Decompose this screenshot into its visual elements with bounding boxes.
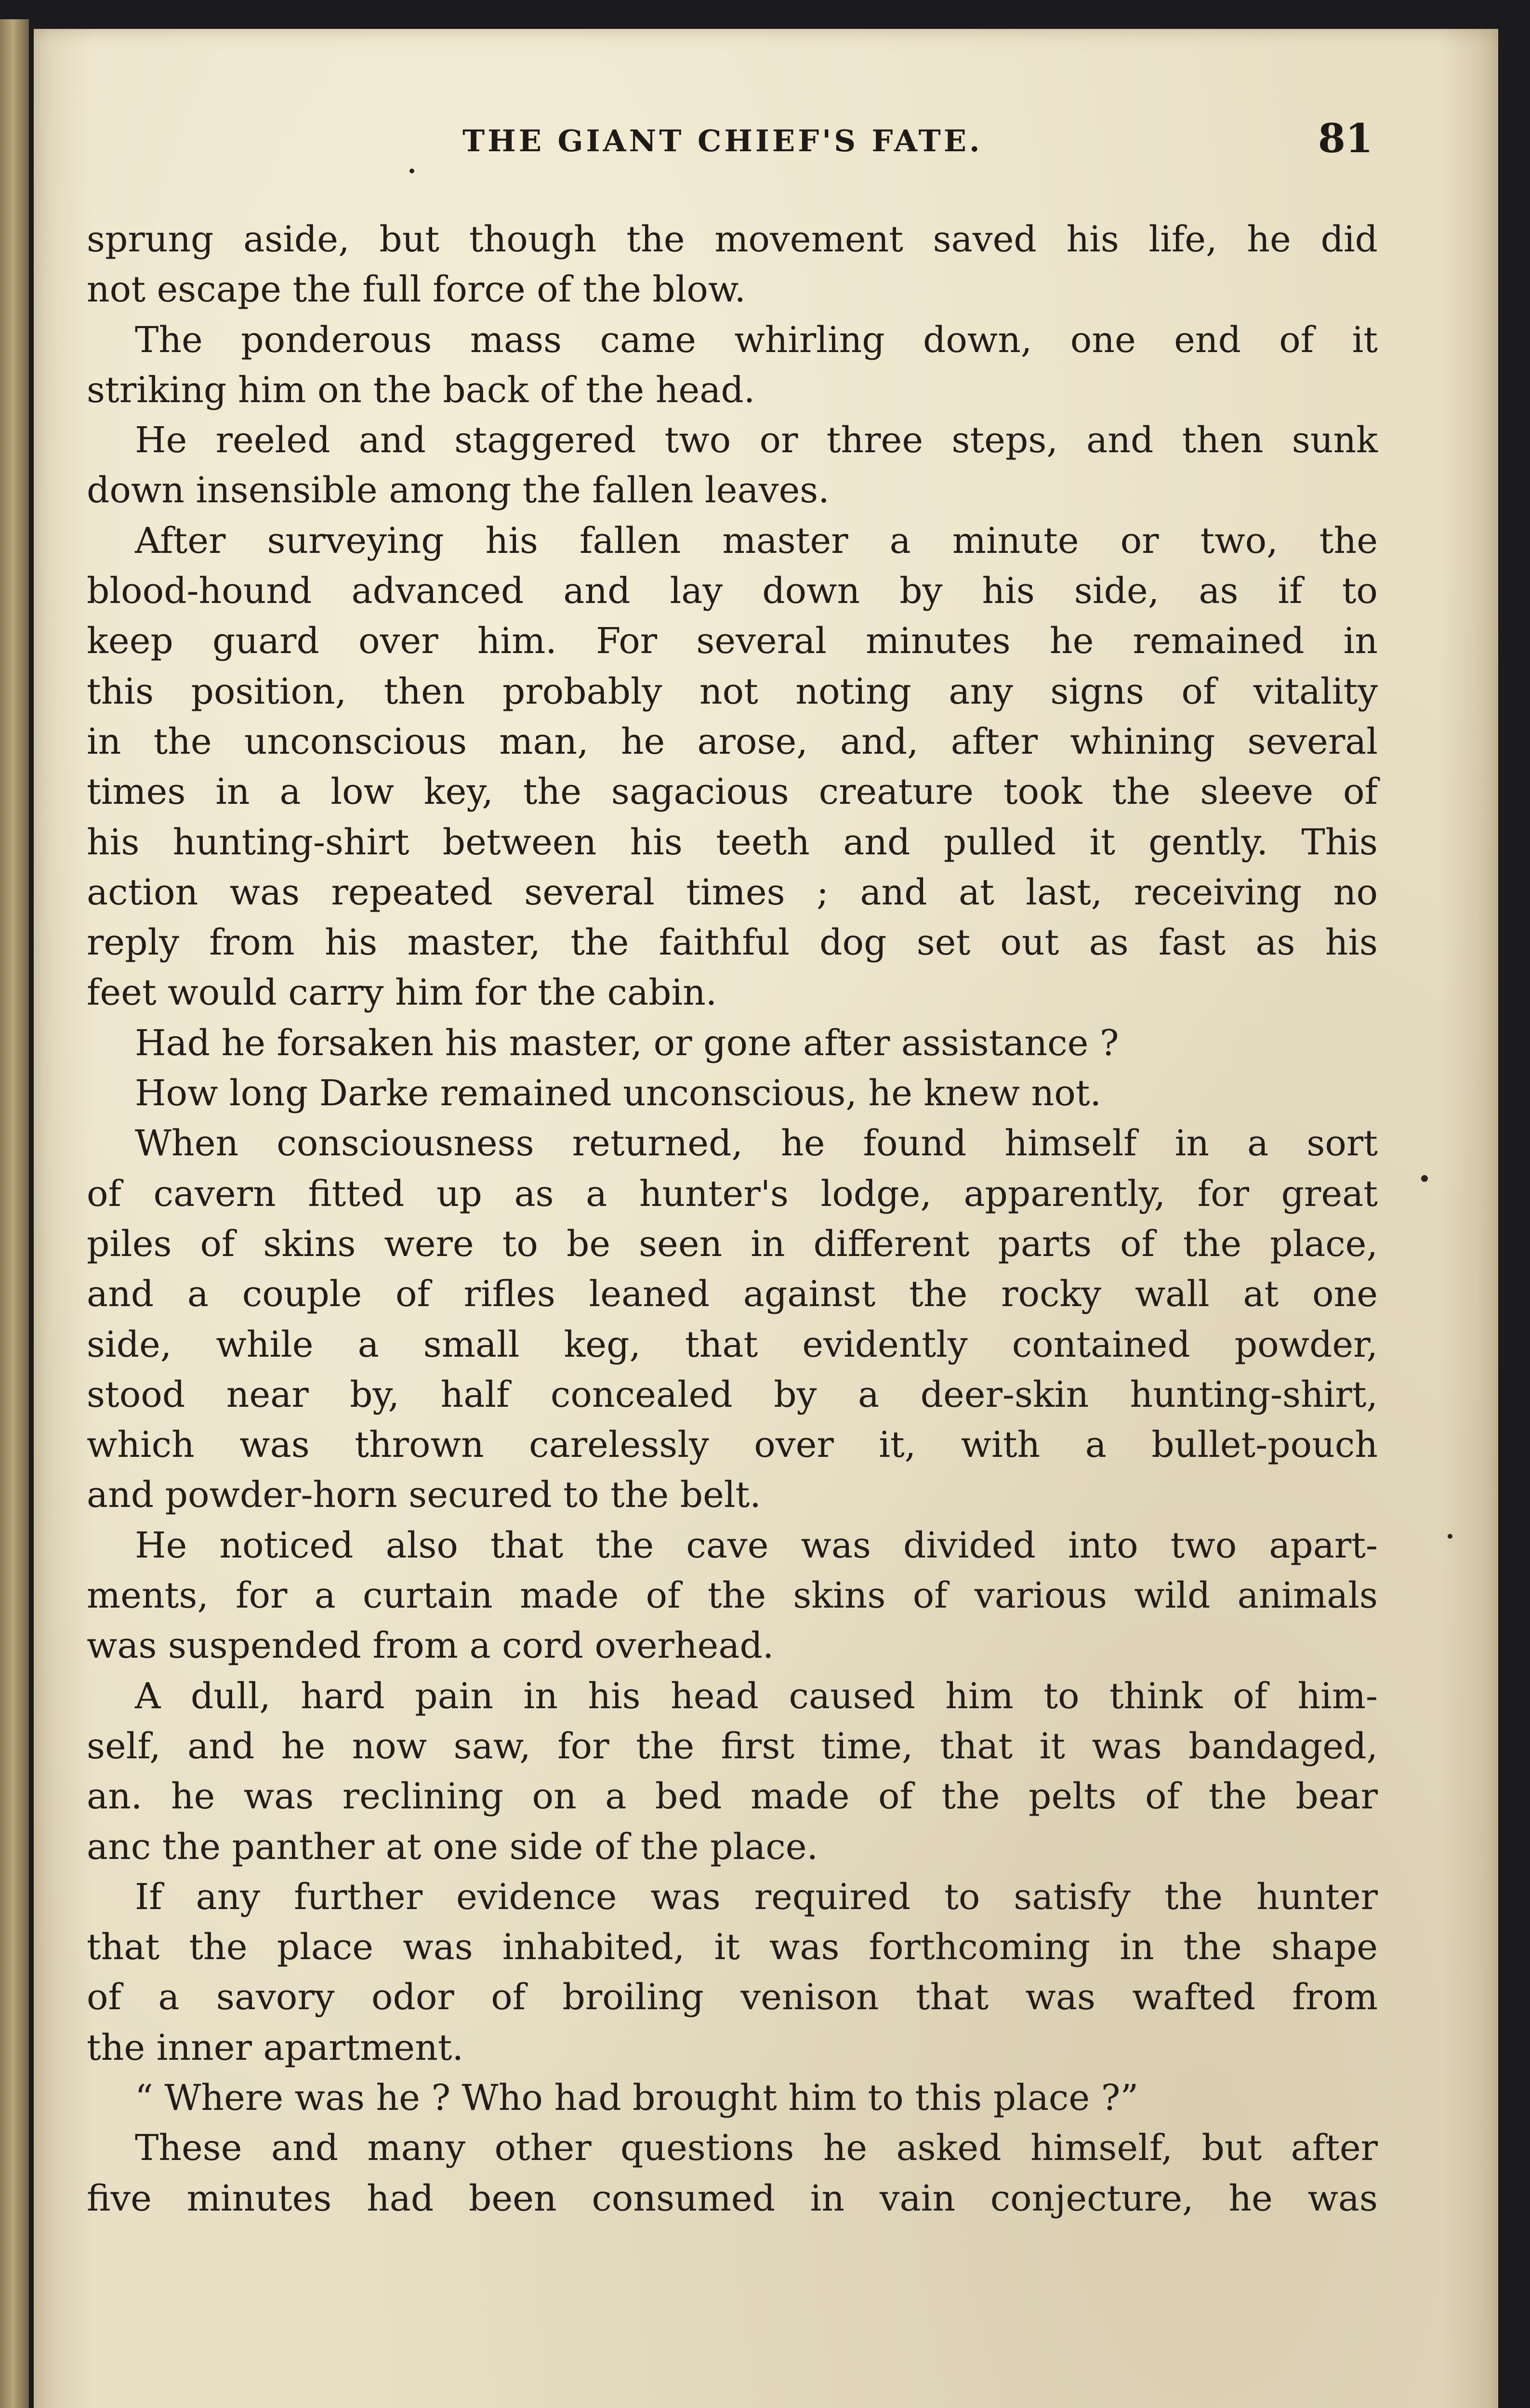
text-line: These and many other questions he asked himself, but after	[135, 2127, 1378, 2169]
text-line: When consciousness returned, he found himself in a sort	[135, 1123, 1378, 1165]
text-line: keep guard over him. For several minutes he remained in	[87, 620, 1378, 662]
text-line: not escape the full force of the blow.	[87, 269, 746, 311]
page-number: 81	[1318, 116, 1373, 162]
print-speck	[1421, 1175, 1428, 1182]
text-line: his hunting-shirt between his teeth and pulled it gently. This	[87, 821, 1378, 863]
text-line: A dull, hard pain in his head caused him to think of him-	[135, 1675, 1378, 1717]
text-line: anc the panther at one side of the place.	[87, 1826, 818, 1868]
text-line: down insensible among the fallen leaves.	[87, 470, 830, 511]
page-text	[87, 214, 1378, 2224]
text-line: He noticed also that the cave was divided into two apart-	[135, 1524, 1378, 1566]
text-line: of a savory odor of broiling venison that was wafted from	[87, 1976, 1378, 2018]
text-line: of cavern fitted up as a hunter's lodge, apparently, for great	[87, 1173, 1378, 1215]
text-line: “ Where was he ? Who had brought him to this place ?”	[135, 2077, 1139, 2119]
text-line: was suspended from a cord overhead.	[87, 1625, 774, 1667]
running-title: THE GIANT CHIEF'S FATE.	[462, 123, 983, 158]
text-line: blood-hound advanced and lay down by his side, as if to	[87, 570, 1378, 612]
text-line: side, while a small keg, that evidently contained powder,	[87, 1323, 1378, 1365]
page-header	[87, 116, 1378, 169]
text-line: If any further evidence was required to satisfy the hunter	[135, 1876, 1378, 1918]
text-line: After surveying his fallen master a minute or two, the	[135, 520, 1378, 562]
text-line: five minutes had been consumed in vain conjecture, he was	[87, 2177, 1378, 2219]
book-spine	[0, 19, 29, 2408]
text-line: stood near by, half concealed by a deer-skin hunting-shirt,	[87, 1374, 1378, 1415]
text-line: in the unconscious man, he arose, and, after whining several	[87, 720, 1378, 762]
text-line: self, and he now saw, for the first time, that it was bandaged,	[87, 1725, 1378, 1767]
text-line: an. he was reclining on a bed made of the pelts of the bear	[87, 1776, 1378, 1818]
print-speck	[1448, 1534, 1452, 1539]
text-line: piles of skins were to be seen in different parts of the place,	[87, 1223, 1378, 1265]
text-line: reply from his master, the faithful dog set out as fast as his	[87, 922, 1378, 964]
text-line: striking him on the back of the head.	[87, 369, 755, 411]
text-line: sprung aside, but though the movement saved his life, he did	[87, 219, 1378, 260]
text-line: this position, then probably not noting any signs of vitality	[87, 670, 1378, 712]
text-line: He reeled and staggered two or three steps, and then sunk	[135, 419, 1378, 461]
text-line: times in a low key, the sagacious creature took the sleeve of	[87, 771, 1378, 813]
text-line: feet would carry him for the cabin.	[87, 972, 717, 1014]
text-line: and powder-horn secured to the belt.	[87, 1474, 761, 1516]
text-line: that the place was inhabited, it was forthcoming in the shape	[87, 1926, 1378, 1968]
text-line: and a couple of rifles leaned against the rocky wall at one	[87, 1273, 1378, 1315]
text-line: the inner apartment.	[87, 2027, 463, 2068]
text-line: which was thrown carelessly over it, with a bullet-pouch	[87, 1424, 1378, 1466]
text-line: The ponderous mass came whirling down, one end of it	[135, 319, 1378, 361]
print-speck	[409, 169, 414, 173]
text-line: ments, for a curtain made of the skins of various wild animals	[87, 1575, 1378, 1617]
text-line: Had he forsaken his master, or gone after assistance ?	[135, 1022, 1119, 1064]
text-line: action was repeated several times ; and at last, receiving no	[87, 871, 1378, 913]
text-line: How long Darke remained unconscious, he knew not.	[135, 1073, 1102, 1114]
